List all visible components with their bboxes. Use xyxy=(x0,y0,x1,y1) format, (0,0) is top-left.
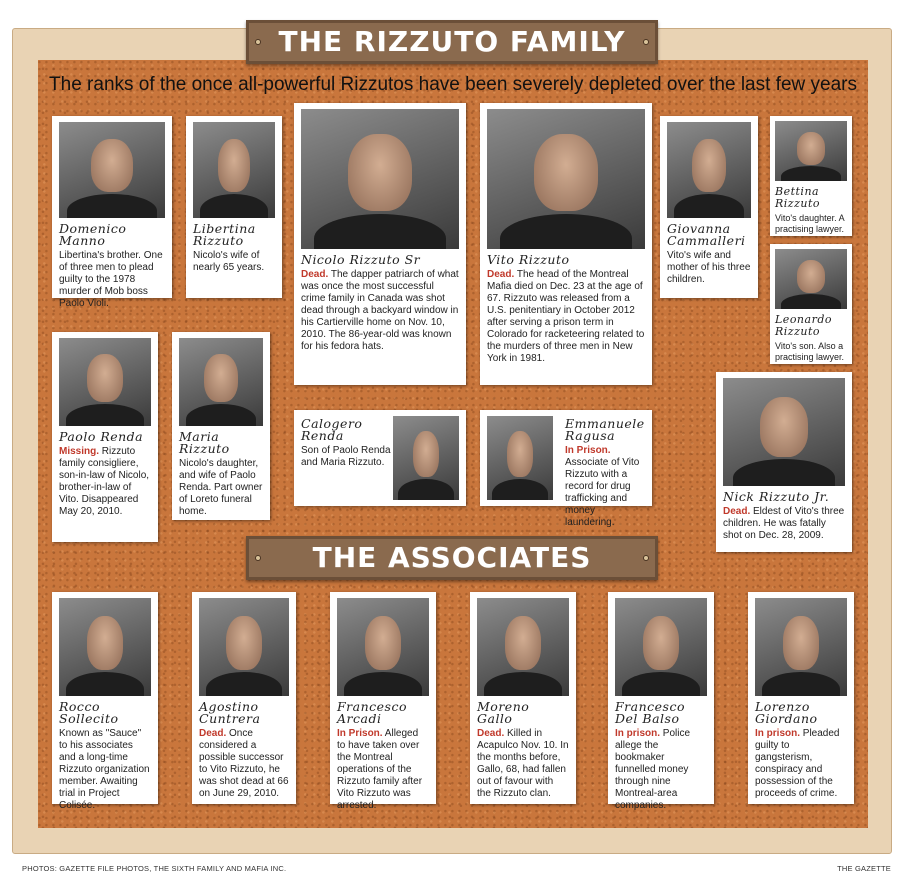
person-description: Dead. Eldest of Vito's three children. He was fatally shot on Dec. 28, 2009. xyxy=(723,506,845,541)
person-name: Leonardo Rizzuto xyxy=(775,313,833,338)
profile-card xyxy=(748,592,854,804)
portrait-photo xyxy=(477,598,569,696)
person-name: Paolo Renda xyxy=(59,429,144,444)
portrait-photo xyxy=(59,122,165,218)
profile-card xyxy=(660,116,758,298)
page-subtitle: The ranks of the once all-powerful Rizzutos have been severely depleted over the last few years xyxy=(49,74,857,95)
title-banner xyxy=(246,20,658,64)
person-description: Dead. Killed in Acapulco Nov. 10. In the months before, Gallo, 68, had fallen out of favour with the Rizzuto clan. xyxy=(477,728,569,799)
page-title: THE RIZZUTO FAMILY xyxy=(278,25,626,58)
profile-card xyxy=(480,103,652,385)
profile-card xyxy=(770,116,852,236)
profile-card xyxy=(186,116,282,298)
person-description: Libertina's brother. One of three men to plead guilty to the 1978 murder of Mob boss Paolo Violi. xyxy=(59,250,163,309)
pin-icon xyxy=(255,555,261,561)
person-name: Lorenzo Giordano xyxy=(755,699,818,726)
person-name: Francesco Del Balso xyxy=(615,699,685,726)
profile-card xyxy=(470,592,576,804)
person-name: Calogero Renda xyxy=(301,416,363,443)
person-description: Son of Paolo Renda and Maria Rizzuto. xyxy=(301,445,391,468)
person-name: Moreno Gallo xyxy=(477,699,530,726)
publication-credit: THE GAZETTE xyxy=(837,864,891,873)
portrait-photo xyxy=(775,121,847,181)
person-description: Nicolo's daughter, and wife of Paolo Renda. Part owner of Loreto funeral home. xyxy=(179,458,263,517)
profile-card xyxy=(52,332,158,542)
person-name: Francesco Arcadi xyxy=(337,699,407,726)
associates-banner xyxy=(246,536,658,580)
person-description: Known as "Sauce" to his associates and a long-time Rizzuto organization member. Awaiting trial in Project Colisée. xyxy=(59,728,150,811)
person-description: Dead. Once considered a possible successor to Vito Rizzuto, he was shot dead at 66 on June 29, 2010. xyxy=(199,728,289,799)
profile-card xyxy=(192,592,296,804)
profile-card xyxy=(52,592,158,811)
person-description: Vito's son. Also a practising lawyer. xyxy=(775,341,845,362)
profile-card xyxy=(330,592,436,811)
portrait-photo xyxy=(755,598,847,696)
person-description: In Prison. Associate of Vito Rizzuto with a record for drug trafficking and money laundering. xyxy=(565,445,640,528)
person-description: In prison. Pleaded guilty to gangsterism, conspiracy and possession of the proceeds of crime. xyxy=(755,728,840,799)
person-description: Vito's wife and mother of his three children. xyxy=(667,250,751,285)
person-name: Rocco Sollecito xyxy=(59,699,119,726)
person-description: Dead. The head of the Montreal Mafia died on Dec. 23 at the age of 67. Rizzuto was released from a U.S. penitentiary in October 2012 after serving a prison term in Colorado for racketeering related to the murders of three men in New York in 1981. xyxy=(487,269,645,364)
pin-icon xyxy=(643,39,649,45)
person-description: In Prison. Alleged to have taken over the Montreal operations of the Rizzuto family after Vito Rizzuto was arrested. xyxy=(337,728,423,811)
person-name: Bettina Rizzuto xyxy=(775,185,821,210)
profile-card xyxy=(52,116,172,309)
profile-card xyxy=(480,410,652,528)
pin-icon xyxy=(255,39,261,45)
person-description: Dead. The dapper patriarch of what was once the most successful crime family in Canada was shot dead through a backyard window in his Cartierville home on Nov. 10, 2010. The 86-year-old was known for his fedora hats. xyxy=(301,269,459,352)
person-name: Nick Rizzuto Jr. xyxy=(723,489,830,504)
person-description: In prison. Police allege the bookmaker funnelled money through nine Montreal-area companies. xyxy=(615,728,691,811)
portrait-photo xyxy=(59,598,151,696)
person-name: Emmanuele Ragusa xyxy=(565,416,645,443)
portrait-photo xyxy=(723,378,845,486)
profile-card xyxy=(172,332,270,520)
person-description: Missing. Rizzuto family consigliere, son-in-law of Nicolo, brother-in-law of Vito. Disappeared May 20, 2010. xyxy=(59,446,150,517)
pin-icon xyxy=(643,555,649,561)
portrait-photo xyxy=(193,122,275,218)
profile-card xyxy=(716,372,852,552)
portrait-photo xyxy=(487,109,645,249)
portrait-photo xyxy=(487,416,553,500)
person-name: Libertina Rizzuto xyxy=(193,221,256,248)
person-name: Domenico Manno xyxy=(59,221,127,248)
profile-card xyxy=(294,410,466,506)
profile-card xyxy=(608,592,714,811)
person-name: Maria Rizzuto xyxy=(179,429,230,456)
portrait-photo xyxy=(667,122,751,218)
portrait-photo xyxy=(179,338,263,426)
portrait-photo xyxy=(775,249,847,309)
portrait-photo xyxy=(59,338,151,426)
portrait-photo xyxy=(615,598,707,696)
person-description: Vito's daughter. A practising lawyer. xyxy=(775,213,845,234)
portrait-photo xyxy=(393,416,459,500)
portrait-photo xyxy=(301,109,459,249)
person-name: Giovanna Cammalleri xyxy=(667,221,746,248)
photo-credit: PHOTOS: GAZETTE FILE PHOTOS, THE SIXTH FAMILY AND MAFIA INC. xyxy=(22,864,287,873)
profile-card xyxy=(770,244,852,364)
person-name: Nicolo Rizzuto Sr xyxy=(301,252,421,267)
portrait-photo xyxy=(337,598,429,696)
profile-card xyxy=(294,103,466,385)
person-name: Vito Rizzuto xyxy=(487,252,570,267)
person-name: Agostino Cuntrera xyxy=(199,699,261,726)
portrait-photo xyxy=(199,598,289,696)
person-description: Nicolo's wife of nearly 65 years. xyxy=(193,250,265,273)
section-title-associates: THE ASSOCIATES xyxy=(312,541,592,574)
